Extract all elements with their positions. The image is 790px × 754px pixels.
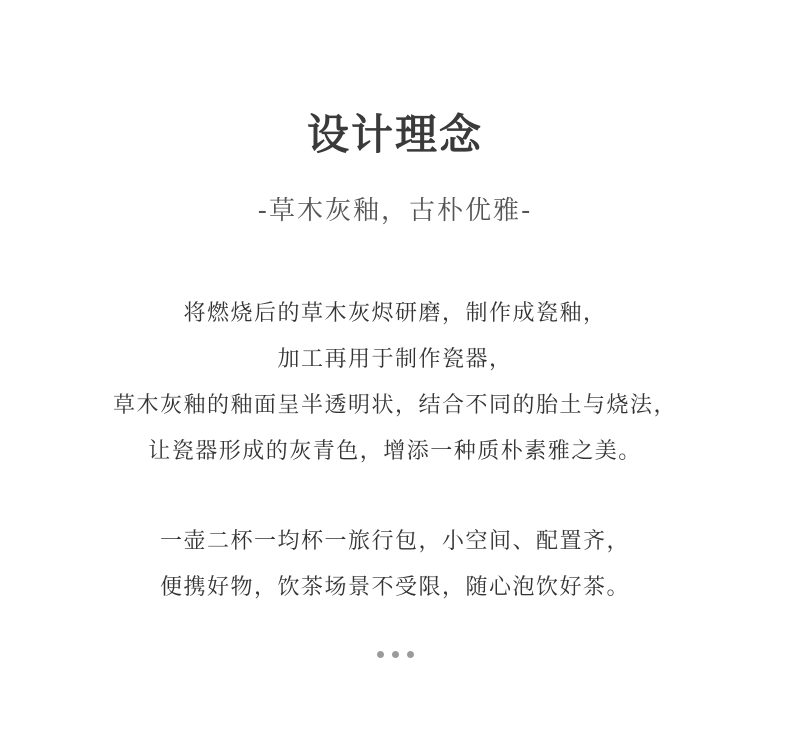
description-paragraph-2 <box>0 519 790 611</box>
paragraph-line: 草木灰釉的釉面呈半透明状，结合不同的胎土与烧法， <box>112 393 677 418</box>
dot-icon <box>407 651 414 658</box>
page-subtitle: -草木灰釉，古朴优雅- <box>257 196 533 226</box>
dot-icon <box>377 651 384 658</box>
more-dots-indicator <box>0 651 790 658</box>
paragraph-line: 让瓷器形成的灰青色，增添一种质朴素雅之美。 <box>148 439 642 464</box>
paragraph-line: 将燃烧后的草木灰烬研磨，制作成瓷釉， <box>183 301 607 326</box>
paragraph-line: 便携好物，饮茶场景不受限，随心泡饮好茶。 <box>159 575 630 600</box>
paragraph-line: 一壶二杯一均杯一旅行包，小空间、配置齐， <box>159 529 630 554</box>
page-title: 设计理念 <box>306 110 483 159</box>
dot-icon <box>392 651 399 658</box>
paragraph-line: 加工再用于制作瓷器， <box>277 347 513 372</box>
description-paragraph-1 <box>0 291 790 475</box>
